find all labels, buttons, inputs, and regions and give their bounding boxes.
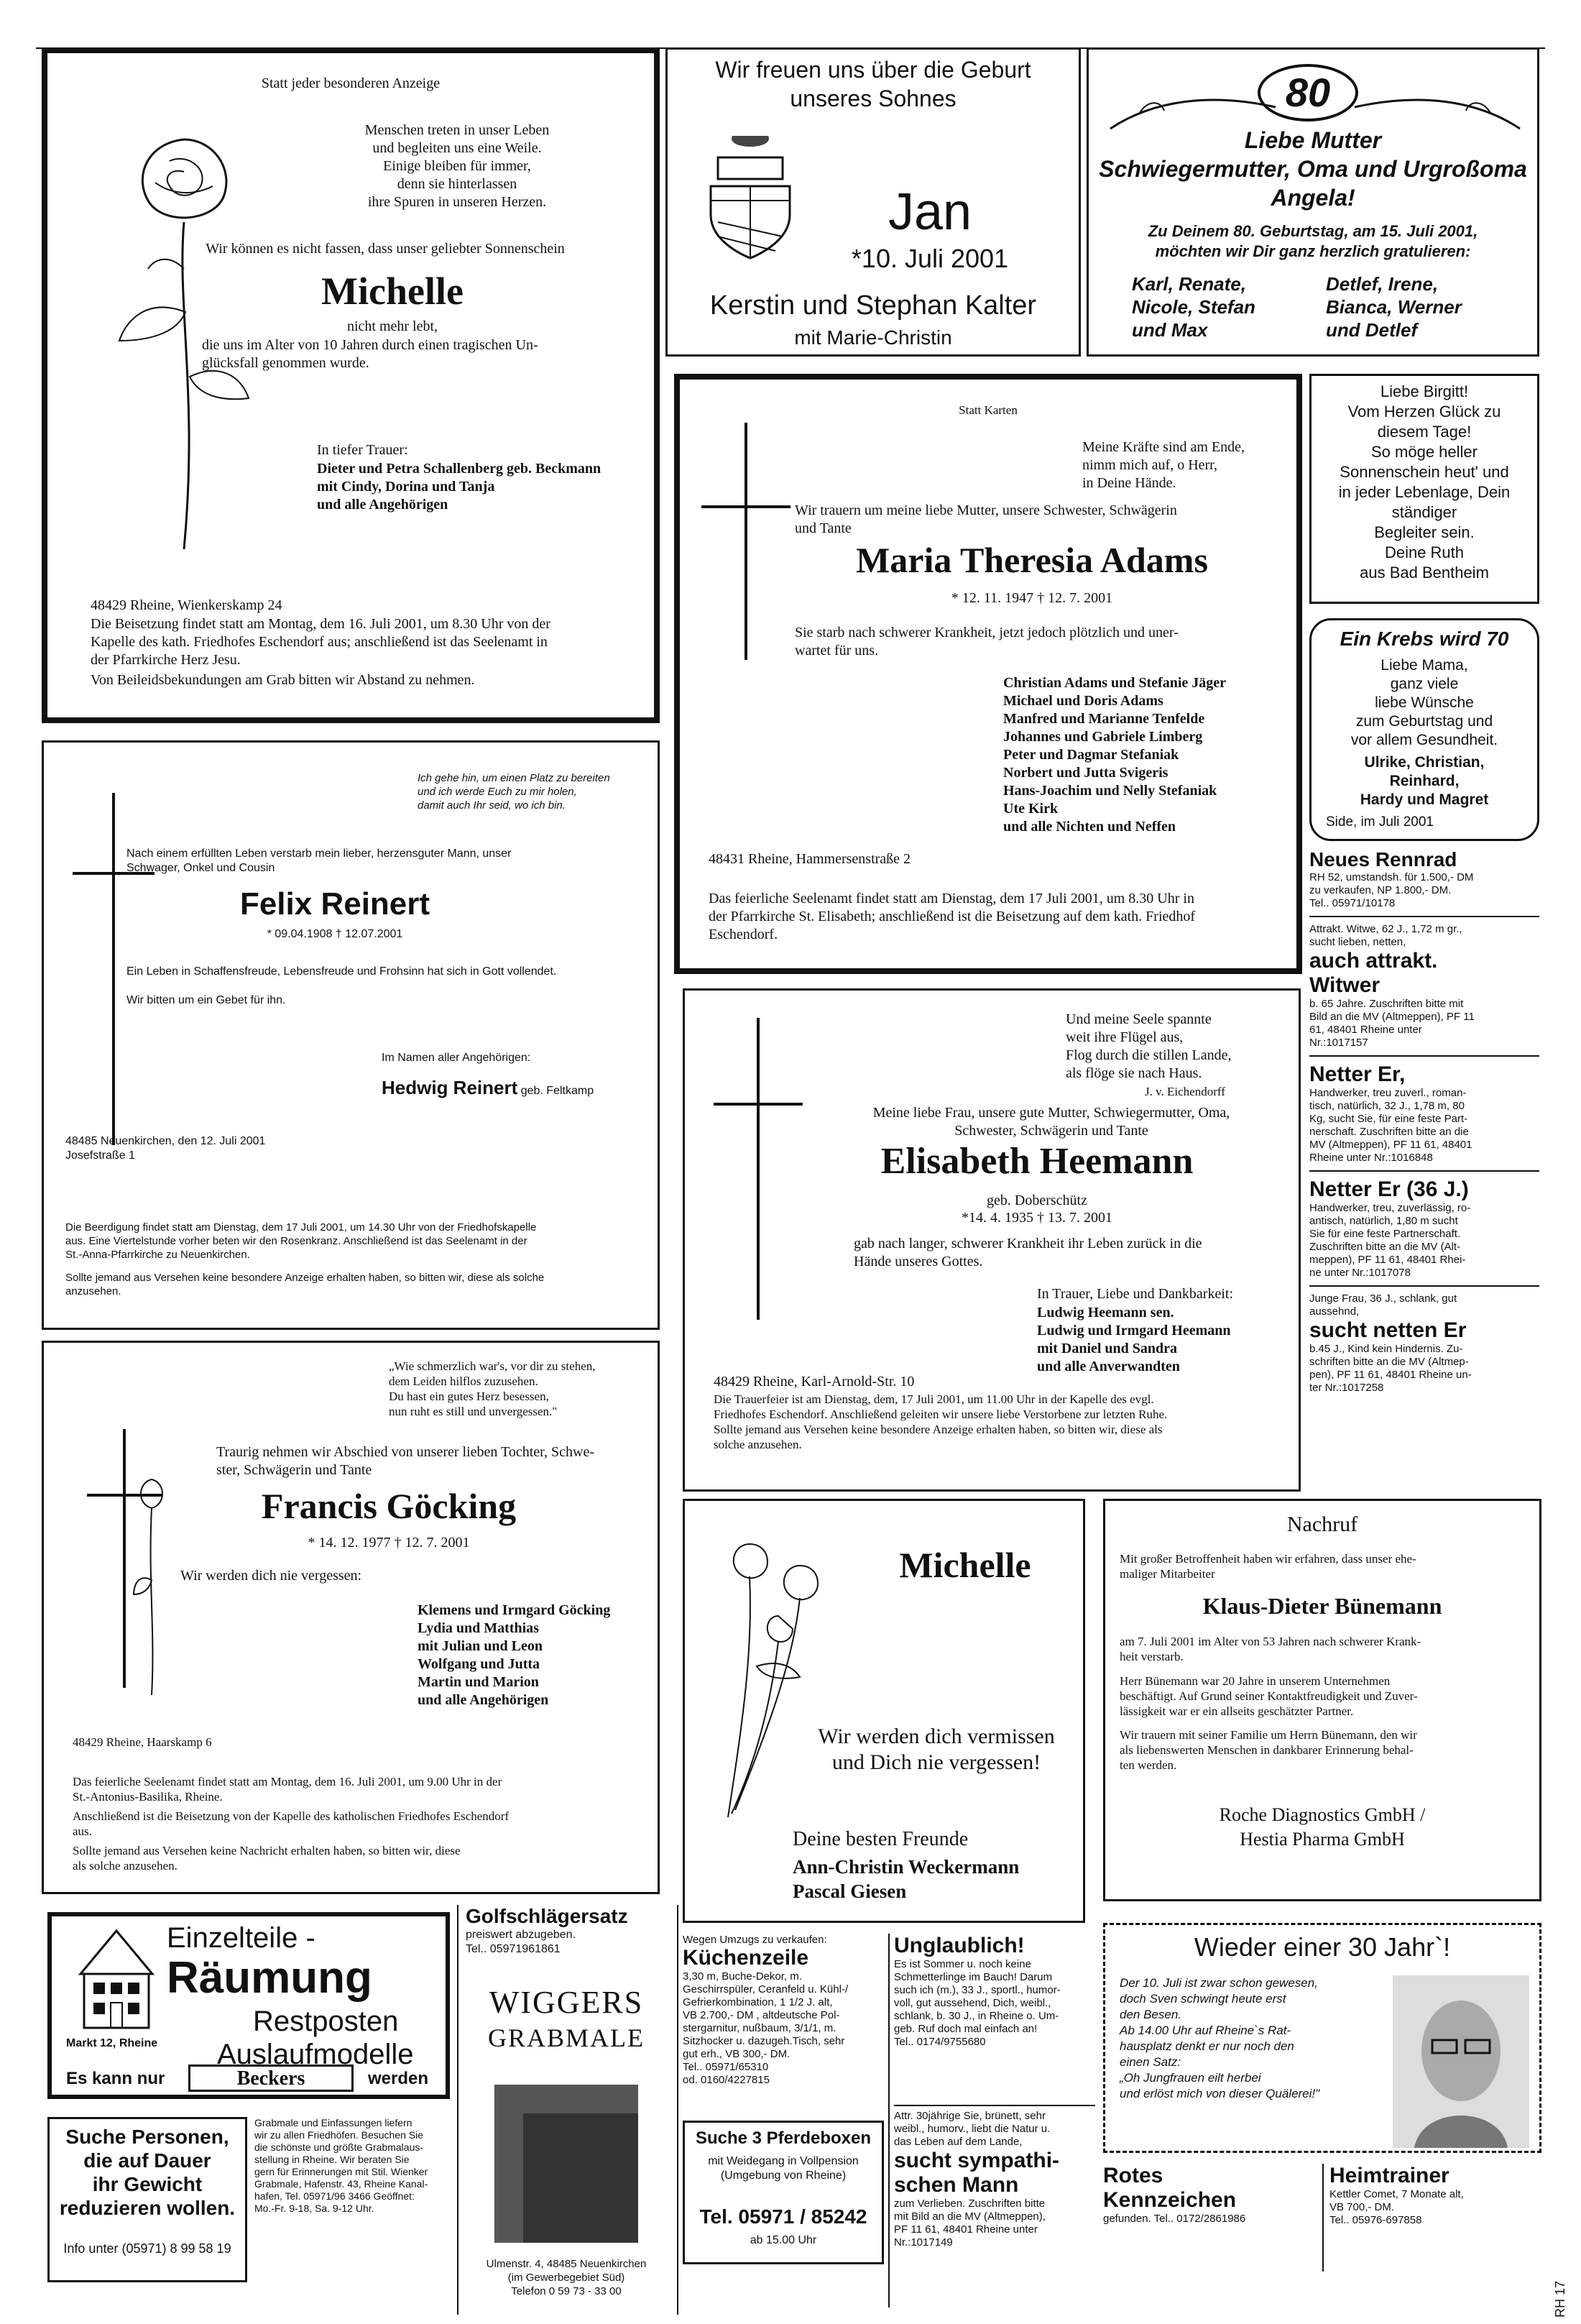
birthday-70 [1309,618,1539,841]
life-dates: * 14. 12. 1977 † 12. 7. 2001 [308,1535,470,1551]
mourner: Hedwig Reinert [382,1077,518,1098]
ad-text: zum Verlieben. Zuschriften bitte mit Bild an die MV (Altmeppen), PF 11 61, 48401 Rheine unter Nr.:1017149 [894,2197,1046,2249]
classified-text: b.45 J., Kind kein Hindernis. Zu- schriften bitte an die MV (Altmep- pen), PF 11 61, 48401 Rheine un- ter Nr.:1017258 [1309,1343,1472,1394]
ad-weight-loss [47,2117,247,2282]
ad-intro: Wir können es nicht fassen, dass unser geliebter Sonnenschein [206,241,565,257]
funeral-info: Die Trauerfeier ist am Dienstag, dem, 17 Juli 2001, um 11.00 Uhr in der Kapelle des evgl. Friedhofes Eschendorf. Anschließend geleiten wir unsere liebe Verstorbene zur letzten Ruhe. Sollte jemand aus Versehen keine besondere Anzeige erhalten haben, so bitten wir, diese als solche anzusehen. [714,1392,1168,1451]
gravestone-image-2 [523,2113,638,2243]
ad-text: gab nach langer, schwerer Krankheit ihr Leben zurück in die Hände unseres Gottes. [854,1236,1202,1269]
ad-intro: Meine liebe Frau, unsere gute Mutter, Schwiegermutter, Oma, Schwester, Schwägerin und Tante [872,1105,1230,1139]
divider [1309,1170,1539,1172]
divider [1322,2164,1324,2272]
ad-title: Suche 3 Pferdeboxen [695,2128,872,2148]
ad-text: Suche Personen, die auf Dauer ihr Gewicht reduzieren wollen. [59,2126,236,2219]
rose-icon [130,1472,173,1702]
ad-address: 48431 Rheine, Hammersenstraße 2 [709,851,911,867]
ad-poem: Menschen treten in unser Leben und begleiten uns eine Weile. Einige bleiben für immer, denn sie hinterlassen ihre Spuren in unseren Herzen. [364,122,550,210]
ad-text: Wir werden dich nie vergessen: [180,1568,362,1584]
classified-text: RH 52, umstandsh. für 1.500,- DM zu verkaufen, NP 1.800,- DM. Tel.. 05971/10178 [1309,871,1474,909]
ad-tel: Tel. 05971 / 85242 [699,2205,867,2228]
ad-line2: unseres Sohnes [790,86,957,111]
divider [1309,916,1539,917]
parents: Kerstin und Stephan Kalter [709,290,1037,321]
ad-title: Wieder einer 30 Jahr`! [1194,1932,1451,1962]
ad-time: ab 15.00 Uhr [750,2234,817,2246]
ad-line5b: werden [368,2069,429,2088]
ad-sympathisch [894,2110,1095,2249]
ad-intro: Nach einem erfüllten Leben verstarb mein lieber, herzensguter Mann, unser Schwager, Onkel und Cousin [126,848,512,874]
ad-text: preiswert abzugeben. Tel.. 05971961861 [466,1929,576,1955]
ad-pre: Wegen Umzugs zu verkaufen: [683,1934,827,1946]
deceased-name: Michelle [321,270,464,313]
ad-beckers [47,1912,450,2099]
obituary-reinert [42,740,660,1330]
age-number: 80 [1285,70,1331,115]
ad-poem: Und meine Seele spannte weit ihre Flügel aus, Flog durch die stillen Lande, als flöge sie nach Haus. [1066,1011,1232,1081]
ad-line5a: Es kann nur [66,2069,165,2088]
nachruf-buenemann [1103,1499,1541,1901]
ad-line1: WIGGERS [489,1985,644,2020]
ad-text: die uns im Alter von 10 Jahren durch einen tragischen Un- glücksfall genommen wurde. [202,337,538,371]
mourners: Dieter und Petra Schallenberg geb. Beckmann mit Cindy, Dorina und Tanja und alle Angehörigen [317,461,601,513]
portrait-photo [1393,1975,1529,2148]
ad-intro: Mit großer Betroffenheit haben wir erfahren, dass unser ehe- maliger Mitarbeiter [1120,1552,1416,1581]
life-dates: * 09.04.1908 † 12.07.2001 [267,928,403,940]
ad-text3: Wir trauern mit seiner Familie um Herrn Bünemann, den wir als liebenswerten Menschen in dankbarer Erinnerung behal- ten werden. [1120,1728,1417,1772]
number-oval [1258,64,1358,121]
deceased-name: Francis Göcking [261,1486,517,1526]
classified-text: b. 65 Jahre. Zuschriften bitte mit Bild an die MV (Altmeppen), PF 11 61, 48401 Rheine unter Nr.:1017157 [1309,998,1475,1049]
funeral-info-2: Anschließend ist die Beisetzung von der Kapelle des katholischen Friedhofes Eschendorf aus. [73,1809,510,1838]
ad-title: sucht sympathi- schen Mann [894,2149,1060,2197]
ad-address: Ulmenstr. 4, 48485 Neuenkirchen (im Gewerbegebiet Süd) Telefon 0 59 73 - 33 00 [486,2258,647,2297]
mourners-label: In Trauer, Liebe und Dankbarkeit: [1037,1286,1234,1302]
ad-text2: Wir bitten um ein Gebet für ihn. [126,994,286,1006]
ad-title: Golfschlägersatz [466,1905,628,1927]
classified-title: Netter Er (36 J.) [1309,1177,1469,1201]
ad-note: Sollte jemand aus Versehen keine Nachricht erhalten haben, so bitten wir, diese als solche anzusehen. [73,1844,461,1873]
birth-announcement [665,47,1081,357]
greeting-text: Liebe Birgitt! Vom Herzen Glück zu diesem Tage! So möge heller Sonnenschein heut' und in jeder Lebenlage, Dein ständiger Begleiter sein. Deine Ruth aus Bad Bentheim [1338,382,1511,582]
ad-pre: Attr. 30jährige Sie, brünett, sehr weibl., humorv., liebt die Natur u. das Leben auf dem Lande, [894,2110,1051,2148]
classified-pre: Junge Frau, 36 J., schlank, gut aussehnd, [1309,1292,1457,1318]
ad-text2: Herr Bünemann war 20 Jahre in unserem Unternehmen beschäftigt. Auf Grund seiner Kontaktfreudigkeit und Zuver- lässigkeit war er ein allseits geschätzter Partner. [1120,1674,1418,1718]
mourners: Klemens und Irmgard Göcking Lydia und Matthias mit Julian und Leon Wolfgang und Jutta Martin und Marion und alle Angehörigen [418,1602,611,1708]
ad-title: Küchenzeile [683,1946,809,1970]
ad-address: 48429 Rheine, Karl-Arnold-Str. 10 [714,1374,915,1390]
names-col1: Karl, Renate, Nicole, Stefan und Max [1132,273,1255,341]
ad-note: Sollte jemand aus Versehen keine besondere Anzeige erhalten haben, so bitten wir, diese als solche anzusehen. [65,1272,545,1298]
mourner-line [382,1077,594,1099]
mourners: Ludwig Heemann sen. Ludwig und Irmgard Heemann mit Daniel und Sandra und alle Anverwandten [1037,1305,1231,1374]
divider [1309,1055,1539,1057]
ad-name: Michelle [899,1545,1031,1585]
ad-unglaublich [894,1934,1095,2049]
sibling: mit Marie-Christin [794,326,952,349]
ad-horse-boxes [683,2121,884,2264]
ad-note: Von Beileidsbekundungen am Grab bitten wir Abstand zu nehmen. [91,672,475,688]
funeral-info: Das feierliche Seelenamt findet statt am Montag, dem 16. Juli 2001, um 9.00 Uhr in der St.-Antonius-Basilika, Rheine. [73,1775,502,1804]
funeral-info: Die Beerdigung findet statt am Dienstag, dem 17 Juli 2001, um 14.30 Uhr von der Friedhofskapelle aus. Eine Viertelstunde vorher beten wir den Rosenkranz. Anschließend ist das Seelenamt in der St.-Anna-Pfarrkirche zu Neuenkirchen. [65,1221,537,1261]
divider [888,1934,890,2307]
maiden-name: geb. Doberschütz [987,1193,1087,1208]
divider [894,2105,1095,2106]
obituary-goecking [42,1341,660,1894]
ad-text: gefunden. Tel.. 0172/2861986 [1103,2213,1246,2225]
ad-text1: Ein Leben in Schaffensfreude, Lebensfreude und Frohsinn hat sich in Gott vollendet. [126,965,557,978]
divider [457,1905,458,2315]
birth-date: *10. Juli 2001 [851,244,1009,273]
beckers-logo: Beckers [188,2064,354,2092]
ad-line3: Angela! [1271,185,1355,211]
poem-author: J. v. Eichendorff [1145,1085,1225,1098]
classified-pre: Attrakt. Witwe, 62 J., 1,72 m gr., sucht lieben, netten, [1309,923,1462,948]
ad-line1: Liebe Mutter [1244,127,1382,153]
ad-text: Liebe Mama, ganz viele liebe Wünsche zum Geburtstag und vor allem Gesundheit. [1350,657,1498,748]
life-dates: * 12. 11. 1947 † 12. 7. 2001 [951,590,1113,606]
company-name: Roche Diagnostics GmbH / Hestia Pharma GmbH [1219,1804,1426,1850]
ad-names: Ulrike, Christian, Reinhard, Hardy und Magret [1360,754,1489,808]
ad-heimtrainer [1329,2164,1531,2227]
ad-address: 48485 Neuenkirchen, den 12. Juli 2001 Josefstraße 1 [65,1135,266,1162]
ad-address: 48429 Rheine, Haarskamp 6 [73,1735,212,1749]
ad-text: Der 10. Juli ist zwar schon gewesen, doch Sven schwingt heute erst den Besen. Ab 14.00 Uhr auf Rheine`s Rat- hausplatz denkt er nur noch den einen Satz: „Oh Jungfrauen eilt herbei und erlöst mich von dieser Quälerei!" [1120,1976,1320,2100]
deceased-name: Maria Theresia Adams [856,540,1208,580]
mourner-suffix: geb. Feltkamp [520,1085,594,1097]
ad-sign2: Ann-Christin Weckermann Pascal Giesen [793,1856,1020,1902]
ad-heading: Statt Karten [959,403,1018,417]
deceased-name: Klaus-Dieter Bünemann [1202,1593,1442,1619]
ad-line5: möchten wir Dir ganz herzlich gratulieren: [1155,242,1471,260]
classified-title: auch attrakt. Witwer [1309,949,1438,997]
child-name: Jan [888,183,972,241]
ad-line1: Einzelteile - [167,1922,315,1954]
classifieds-column [1309,848,1539,1495]
deceased-name: Felix Reinert [239,886,430,922]
ad-line2: Räumung [167,1953,372,2003]
ad-title: Ein Krebs wird 70 [1340,628,1509,650]
divider [677,1905,678,2315]
mourners-label: In tiefer Trauer: [317,442,408,458]
names-col2: Detlef, Irene, Bianca, Werner und Detlef [1326,273,1462,341]
coat-of-arms-icon [696,129,804,265]
ad-line4: Auslaufmodelle [217,2039,414,2070]
ad-text: Wir werden dich vermissen und Dich nie vergessen! [818,1724,1055,1774]
ad-address: Markt 12, Rheine [66,2037,158,2049]
ad-line2: GRABMALE [487,2024,645,2052]
ad-line3: Restposten [253,2006,399,2037]
ad-kitchen [683,1934,884,2087]
ad-text: Sie starb nach schwerer Krankheit, jetzt jedoch plötzlich und uner- wartet für uns. [795,625,1179,658]
classified-title: Neues Rennrad [1309,848,1457,871]
ad-text1: am 7. Juli 2001 im Alter von 53 Jahren nach schwerer Krank- heit verstarb. [1120,1635,1421,1663]
obituary-heemann [683,988,1301,1492]
deceased-name: Elisabeth Heemann [880,1141,1194,1182]
ad-poem: „Wie schmerzlich war's, vor dir zu stehen, dem Leiden hilflos zuzusehen. Du hast ein gutes Herz besessen, nun ruht es still und unvergessen." [389,1359,596,1418]
classified-title: Netter Er, [1309,1062,1406,1086]
classified-text: Handwerker, treu, zuverlässig, ro- antisch, natürlich, 1,80 m sucht Sie für eine feste Partnerschaft. Zuschriften bitte an die MV (Alt- meppen), PF 11 61, 48401 Rhei- ne unter Nr.:1017078 [1309,1202,1471,1279]
ad-info: Info unter (05971) 8 99 58 19 [63,2241,231,2256]
funeral-info: Das feierliche Seelenamt findet statt am Dienstag, dem 17 Juli 2001, um 8.30 Uhr in der Pfarrkirche St. Elisabeth; anschließend ist die Beisetzung auf dem kath. Friedhof Eschendorf. [709,891,1196,942]
ad-line2: Schwiegermutter, Oma und Urgroßoma [1099,156,1527,182]
ad-grabmale: Grabmale und Einfassungen liefern wir zu allen Friedhöfen. Besuchen Sie die schönste und größte Grabmalaus- stellung in Rheine. Wir beraten Sie gern für Erinnerungen mit Stil. Wienker Grabmale, Hafenstr. 43, Rheine Kanal- hafen, Tel. 05971/96 3466 Geöffnet: Mo.-Fr. 9-18, Sa. 9-12 Uhr. [254,2117,428,2214]
obituary-michelle [42,47,660,723]
ad-heading: Statt jeder besonderen Anzeige [261,75,441,91]
ad-intro: Traurig nehmen wir Abschied von unserer lieben Tochter, Schwe- ster, Schwägerin und Tante [216,1444,595,1478]
ad-text: Es ist Sommer u. noch keine Schmetterlinge im Bauch! Darum such ich (m.), 33 J., sportl., humor- voll, gut aussehend, Dich, weibl., schlank, b. 30 J., in Rheine o. Um- geb. Ruf doch mal einfach an! Tel.. 0174/9755680 [894,1958,1061,2048]
ad-footer: Side, im Juli 2001 [1326,814,1434,830]
ad-subline: nicht mehr lebt, [346,318,438,334]
ad-kennzeichen [1103,2164,1319,2225]
birthday-80 [1087,47,1539,357]
roses-icon [699,1522,843,1824]
ad-sign1: Deine besten Freunde [793,1828,969,1850]
mourners-label: Im Namen aller Angehörigen: [382,1052,531,1064]
ad-line1: Wir freuen uns über die Geburt [715,57,1031,83]
ad-intro: Wir trauern um meine liebe Mutter, unsere Schwester, Schwägerin und Tante [795,502,1177,536]
ad-text: 3,30 m, Buche-Dekor, m. Geschirrspüler, Ceranfeld u. Kühl-/ Gefrierkombination, 1 1/2 J. alt, VB 2.700,- DM , altdeutsche Pol- stergarnitur, nußbaum, 3/1/1, m. Sitzhocker u. dazugeh.Tisch, sehr gut erh., VB 300,- DM. Tel.. 05971/65310 od. 0160/4227815 [683,1970,849,2086]
ad-golf [466,1905,667,1957]
ad-30-birthday [1103,1923,1541,2153]
divider [1309,1285,1539,1287]
ad-title: Unglaublich! [894,1934,1025,1957]
classified-title: sucht netten Er [1309,1318,1467,1342]
ad-title: Heimtrainer [1329,2164,1449,2187]
ad-text: Kettler Comet, 7 Monate alt, VB 700,- DM. Tel.. 05976-697858 [1329,2188,1464,2226]
obituary-adams [674,374,1302,974]
ad-title: Nachruf [1286,1512,1358,1536]
page-code: RH 17 [1553,2281,1567,2318]
ad-poem: Ich gehe hin, um einen Platz zu bereiten und ich werde Euch zu mir holen, damit auch Ihr seid, wo ich bin. [418,772,610,812]
ad-wiggers [466,1970,667,2307]
ad-address: 48429 Rheine, Wienkerskamp 24 [91,597,282,613]
greeting-birgitt [1309,374,1539,604]
life-dates: *14. 4. 1935 † 13. 7. 2001 [962,1210,1112,1226]
classified-text: Handwerker, treu zuverl., roman- tisch, natürlich, 32 J., 1,78 m, 80 Kg, sucht Sie, für eine feste Part- nerschaft. Zuschriften bitte an die MV (Altmeppen), PF 11 61, 48401 Rheine unter Nr.:1016848 [1309,1087,1472,1164]
ad-poem: Meine Kräfte sind am Ende, nimm mich auf, o Herr, in Deine Hände. [1082,439,1245,491]
funeral-info: Die Beisetzung findet statt am Montag, dem 16. Juli 2001, um 8.30 Uhr von der Kapelle des kath. Friedhofes Eschendorf aus; anschließend ist das Seelenamt in der Pfarrkirche Herz Jesu. [91,616,550,668]
ad-title: Rotes Kennzeichen [1103,2164,1237,2212]
ad-text: mit Weidegang in Vollpension (Umgebung von Rheine) [708,2155,859,2182]
ad-line4: Zu Deinem 80. Geburtstag, am 15. Juli 2001, [1148,222,1478,240]
mourners: Christian Adams und Stefanie Jäger Michael und Doris Adams Manfred und Marianne Tenfelde Johannes und Gabriele Limberg Peter und Dagmar Stefaniak Norbert und Jutta Svigeris Hans-Joachim und Nelly Stefaniak Ute Kirk und alle Nichten und Neffen [1003,675,1227,835]
memorial-michelle [683,1499,1085,1923]
house-icon [66,1924,167,2031]
